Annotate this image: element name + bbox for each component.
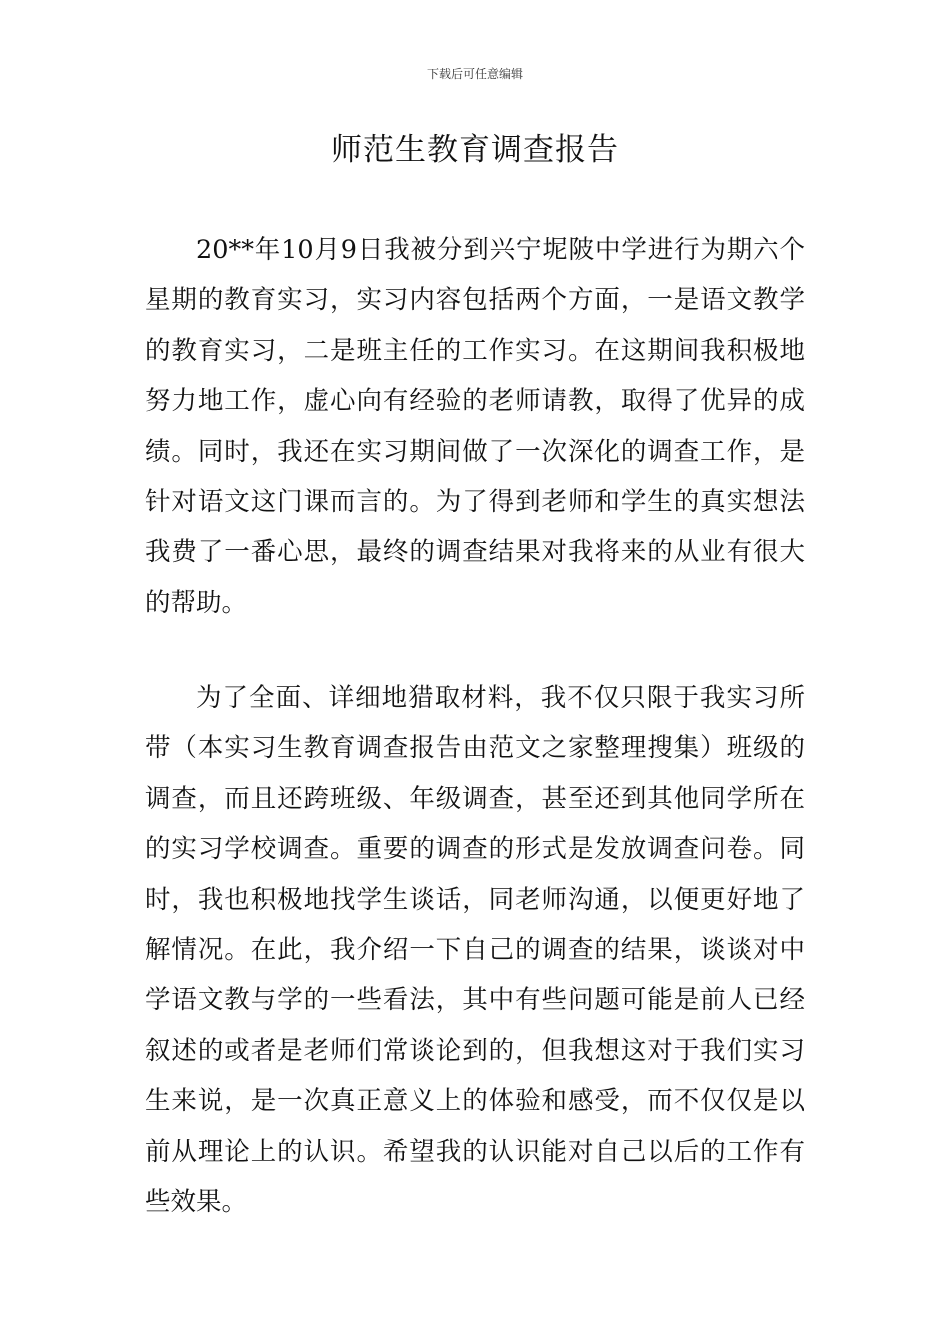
header-note: 下载后可任意编辑	[426, 67, 523, 81]
document-title: 师范生教育调查报告	[331, 132, 619, 168]
body-paragraph-2: 为了全面、详细地猎取材料，我不仅只限于我实习所带（本实习生教育调查报告由范文之家整理搜集）班级的调查，而且还跨班级、年级调查，甚至还到其他同学所在的实习学校调查。重要的调查的形式是发放调查问卷。同时，我也积极地找学生谈话，同老师沟通，以便更好地了解情况。在此，我介绍一下自己的调查的结果，谈谈对中学语文教与学的一些看法，其中有些问题可能是前人已经叙述的或者是老师们常谈论到的，但我想这对于我们实习生来说，是一次真正意义上的体验和感受，而不仅仅是以前从理论上的认识。希望我的认识能对自己以后的工作有些效果。	[145, 683, 805, 1218]
body-paragraph-1: 20**年10月9日我被分到兴宁坭陂中学进行为期六个星期的教育实习，实习内容包括两个方面，一是语文教学的教育实习，二是班主任的工作实习。在这期间我积极地努力地工作，虚心向有经验的老师请教，取得了优异的成绩。同时，我还在实习期间做了一次深化的调查工作，是针对语文这门课而言的。为了得到老师和学生的真实想法我费了一番心思，最终的调查结果对我将来的从业有很大的帮助。	[145, 235, 805, 618]
